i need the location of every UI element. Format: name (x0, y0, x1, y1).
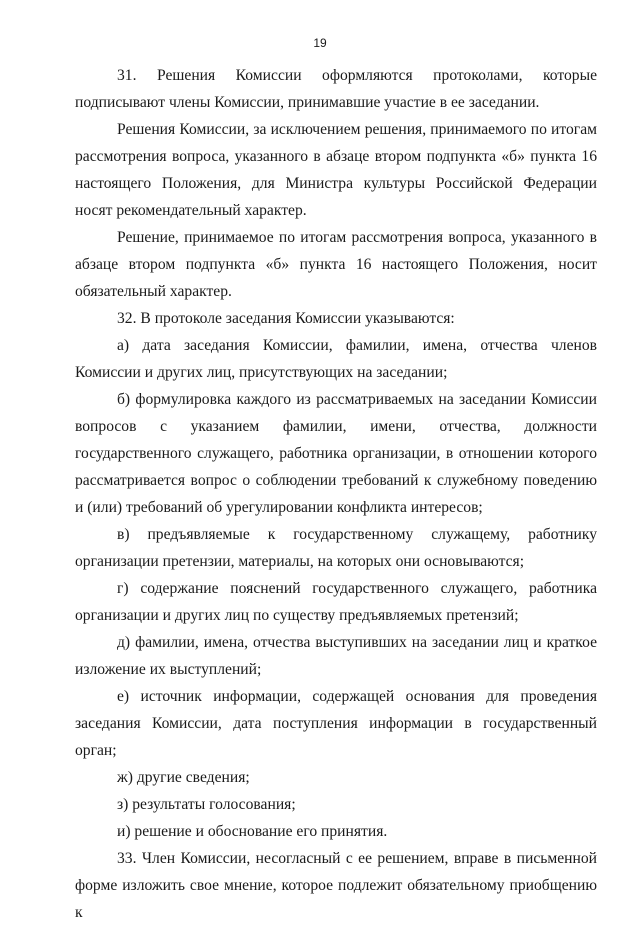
list-item-v: в) предъявляемые к государственному служащему, работнику организации претензии, материалы, на которых они основываются; (75, 526, 597, 570)
list-item-e: е) источник информации, содержащей основания для проведения заседания Комиссии, дата поступления информации в государственный орган; (75, 688, 597, 759)
paragraph-32: 32. В протоколе заседания Комиссии указываются: (117, 310, 455, 327)
list-item-z: з) результаты голосования; (117, 796, 296, 813)
paragraph-31-mandatory: Решение, принимаемое по итогам рассмотрения вопроса, указанного в абзаце втором подпункта «б» пункта 16 настоящего Положения, носит обязательный характер. (75, 229, 597, 300)
paragraph-31-recommendation: Решения Комиссии, за исключением решения, принимаемого по итогам рассмотрения вопроса, указанного в абзаце втором подпункта «б» пункта 16 настоящего Положения, для Министра культуры Российской Федерации носят рекомендательный характер. (75, 121, 597, 219)
page-number: 19 (313, 36, 327, 50)
list-item-i: и) решение и обоснование его принятия. (117, 823, 388, 840)
paragraph-31: 31. Решения Комиссии оформляются протоколами, которые подписывают члены Комиссии, принимавшие участие в ее заседании. (75, 67, 597, 111)
list-item-b: б) формулировка каждого из рассматриваемых на заседании Комиссии вопросов с указанием фамилии, имени, отчества, должности государственного служащего, работника организации, в отношении которого рассматривается вопрос о соблюдении требований к служебному поведению и (или) требований об урегулировании конфликта интересов; (75, 391, 597, 516)
paragraph-33: 33. Член Комиссии, несогласный с ее решением, вправе в письменной форме изложить свое мнение, которое подлежит обязательному приобщению к (75, 850, 597, 921)
list-item-zh: ж) другие сведения; (117, 769, 250, 786)
list-item-d: д) фамилии, имена, отчества выступивших на заседании лиц и краткое изложение их выступлений; (75, 634, 597, 678)
list-item-g: г) содержание пояснений государственного служащего, работника организации и других лиц по существу предъявляемых претензий; (75, 580, 597, 624)
document-body (75, 62, 597, 926)
list-item-a: а) дата заседания Комиссии, фамилии, имена, отчества членов Комиссии и других лиц, присутствующих на заседании; (75, 337, 597, 381)
